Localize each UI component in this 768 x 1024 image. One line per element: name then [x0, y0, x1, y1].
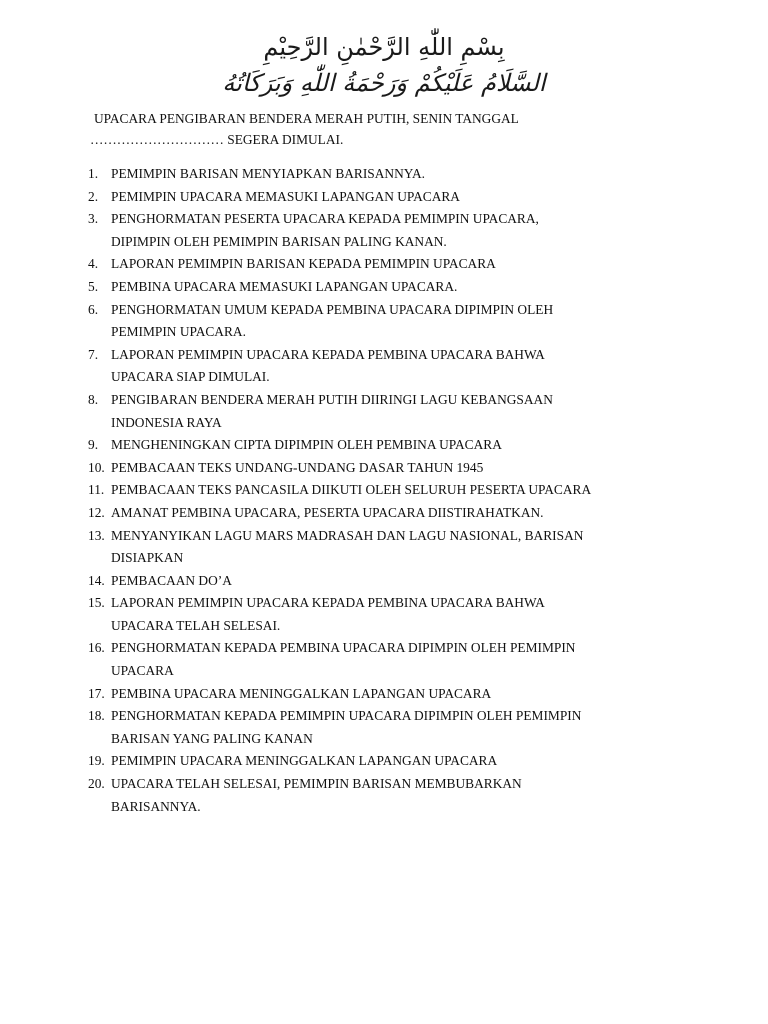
list-item-number: 4. [88, 256, 99, 272]
list-item [88, 344, 688, 389]
list-item-text-continued: BARISAN YANG PALING KANAN [111, 730, 313, 746]
list-item [88, 389, 688, 434]
list-item-text-continued: UPACARA SIAP DIMULAI. [111, 369, 270, 385]
list-item-text-continued: UPACARA TELAH SELESAI. [111, 617, 281, 633]
list-item-text: PENGHORMATAN PESERTA UPACARA KEPADA PEMIMPIN UPACARA, [111, 211, 539, 227]
list-item-number: 9. [88, 437, 99, 453]
list-item-number: 12. [88, 504, 105, 520]
list-item-text: MENGHENINGKAN CIPTA DIPIMPIN OLEH PEMBINA UPACARA [111, 437, 502, 453]
list-item-number: 3. [88, 211, 99, 227]
list-item [88, 434, 688, 457]
list-item-text-continued: DISIAPKAN [111, 550, 184, 566]
list-item-text: PENGHORMATAN KEPADA PEMIMPIN UPACARA DIPIMPIN OLEH PEMIMPIN [111, 708, 582, 724]
basmala-heading: بِسْمِ اللّٰهِ الرَّحْمٰنِ الرَّحِيْمِ [263, 33, 505, 61]
list-item-text-continued: PEMIMPIN UPACARA. [111, 324, 246, 340]
list-item-number: 2. [88, 188, 99, 204]
list-item-text: MENYANYIKAN LAGU MARS MADRASAH DAN LAGU NASIONAL, BARISAN [111, 527, 584, 543]
list-item [88, 525, 688, 570]
list-item-text-continued: INDONESIA RAYA [111, 414, 222, 430]
list-item-number: 15. [88, 595, 105, 611]
list-item [88, 705, 688, 750]
list-item [88, 186, 688, 209]
list-item-text: PEMBACAAN TEKS UNDANG-UNDANG DASAR TAHUN 1945 [111, 459, 484, 475]
list-item-text: AMANAT PEMBINA UPACARA, PESERTA UPACARA DIISTIRAHATKAN. [111, 504, 544, 520]
list-item-text: PEMIMPIN BARISAN MENYIAPKAN BARISANNYA. [111, 166, 425, 181]
list-item-number: 5. [88, 278, 99, 294]
list-item-text: PEMIMPIN UPACARA MEMASUKI LAPANGAN UPACARA [111, 188, 460, 204]
list-item [88, 163, 688, 186]
list-item [88, 750, 688, 773]
list-item-number: 19. [88, 753, 105, 769]
list-item-number: 17. [88, 685, 105, 701]
list-item [88, 276, 688, 299]
list-item-number: 13. [88, 527, 105, 543]
list-item-text: UPACARA TELAH SELESAI, PEMIMPIN BARISAN MEMBUBARKAN [111, 776, 522, 792]
list-item [88, 683, 688, 706]
list-item-text: PENGHORMATAN UMUM KEPADA PEMBINA UPACARA DIPIMPIN OLEH [111, 301, 554, 317]
list-item-number: 1. [88, 166, 99, 181]
list-item-text: PEMIMPIN UPACARA MENINGGALKAN LAPANGAN UPACARA [111, 753, 498, 769]
list-item-text-continued: UPACARA [111, 663, 174, 679]
intro-line-1: UPACARA PENGIBARAN BENDERA MERAH PUTIH, SENIN TANGGAL [94, 111, 519, 126]
list-item [88, 637, 688, 682]
list-item-text: PENGHORMATAN KEPADA PEMBINA UPACARA DIPIMPIN OLEH PEMIMPIN [111, 640, 576, 656]
list-item-text: PEMBACAAN TEKS PANCASILA DIIKUTI OLEH SELURUH PESERTA UPACARA [111, 482, 592, 498]
list-item-number: 18. [88, 708, 105, 724]
list-item-number: 7. [88, 346, 99, 362]
list-item-number: 16. [88, 640, 105, 656]
list-item [88, 479, 688, 502]
list-item-number: 20. [88, 776, 105, 792]
list-item-number: 10. [88, 459, 105, 475]
list-item [88, 773, 688, 818]
list-item-text: LAPORAN PEMIMPIN UPACARA KEPADA PEMBINA UPACARA BAHWA [111, 595, 545, 611]
list-item-text: PEMBINA UPACARA MENINGGALKAN LAPANGAN UPACARA [111, 685, 492, 701]
list-item [88, 208, 688, 253]
list-item-number: 8. [88, 391, 99, 407]
list-item [88, 570, 688, 593]
list-item-text-continued: DIPIMPIN OLEH PEMIMPIN BARISAN PALING KANAN. [111, 233, 447, 249]
list-item [88, 457, 688, 480]
list-item [88, 502, 688, 525]
list-item-text: PEMBINA UPACARA MEMASUKI LAPANGAN UPACARA. [111, 278, 458, 294]
list-item [88, 592, 688, 637]
intro-paragraph [90, 108, 694, 150]
list-item-text: PENGIBARAN BENDERA MERAH PUTIH DIIRINGI LAGU KEBANGSAAN [111, 391, 553, 407]
list-item-number: 6. [88, 301, 99, 317]
intro-line-2: ………………………… SEGERA DIMULAI. [90, 132, 344, 147]
list-item [88, 299, 688, 344]
list-item-text-continued: BARISANNYA. [111, 798, 201, 814]
list-item [88, 253, 688, 276]
list-item-text: LAPORAN PEMIMPIN BARISAN KEPADA PEMIMPIN UPACARA [111, 256, 496, 272]
list-item-number: 14. [88, 572, 105, 588]
salam-greeting: السَّلَامُ عَلَيْكُمْ وَرَحْمَةُ اللّٰهِ وَبَرَكَاتُهُ [222, 69, 546, 97]
ceremony-steps-list [88, 163, 688, 818]
list-item-text: LAPORAN PEMIMPIN UPACARA KEPADA PEMBINA UPACARA BAHWA [111, 346, 545, 362]
list-item-text: PEMBACAAN DO’A [111, 572, 232, 588]
list-item-number: 11. [88, 482, 105, 498]
